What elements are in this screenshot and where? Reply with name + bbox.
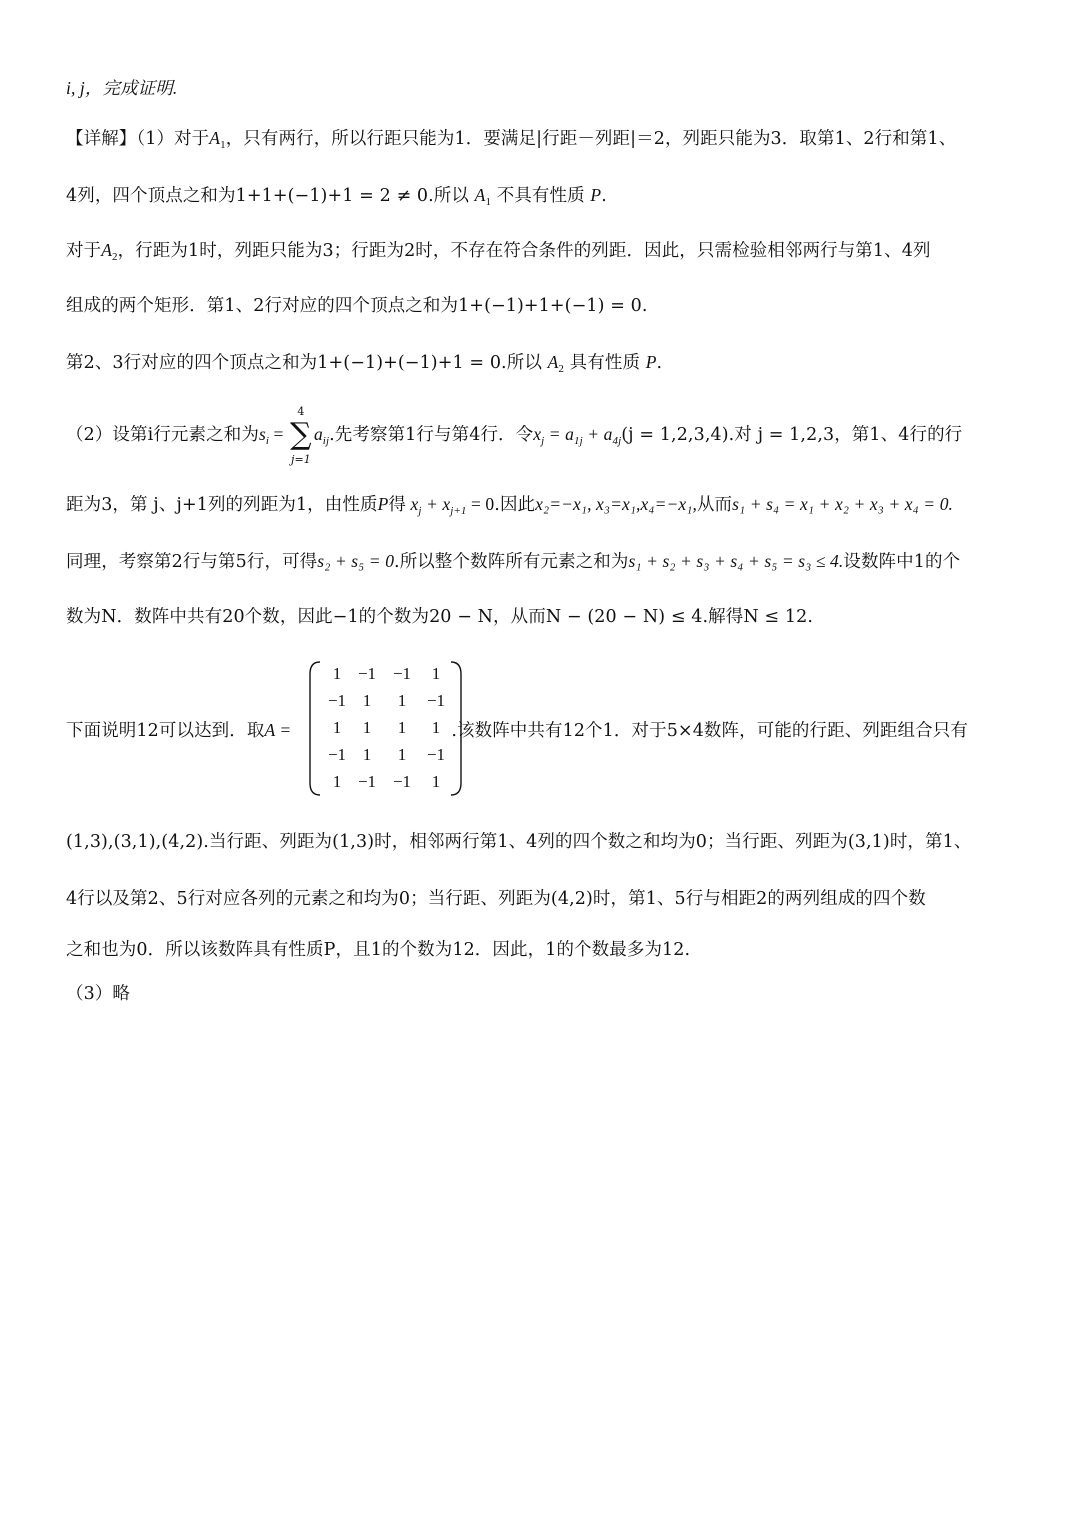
text-fragment: 4行以及第2、5行对应各列的元素之和均为0；当行距、列距为(4,2)时，第1、5行与相距2的两列组成的四个数 [66,889,926,909]
text-fragment: 之和也为0．所以该数阵具有性质P，且1的个数为12．因此，1的个数最多为12. [66,940,691,960]
math-var: a [313,424,323,444]
matrix-cell: 1 [397,745,407,764]
matrix-cell: −1 [327,745,347,764]
text-fragment: 不具有性质 [496,186,585,206]
text-fragment: 组成的两个矩形．第1、2行对应的四个顶点之和为1+(−1)+1+(−1) = 0. [66,296,648,316]
text-fragment: 距为3，第 j、j+1列的列距为1，由性质 [66,495,378,515]
math-expression: s₂ + s₅ = 0 [317,551,395,571]
math-sub: 1 [220,139,226,151]
matrix-cell: 1 [362,718,372,737]
text-line-15 [66,982,1016,1006]
text-fragment: 【详解】（1）对于 [66,129,210,149]
math-sub: 2 [558,363,564,375]
math-sub: ij [322,435,330,447]
text-fragment: ，行距为1时，列距只能为3；行距为2时，不存在符合条件的列距．因此，只需检验相邻两行与第1、4列 [117,241,931,261]
text-fragment: i, j，完成证明. [66,78,178,98]
matrix-cell: −1 [392,772,412,791]
text-fragment: 第2、3行对应的四个顶点之和为1+(−1)+(−1)+1 = 0.所以 [66,353,542,373]
matrix-cell: 1 [362,691,372,710]
matrix-cell: 1 [362,745,372,764]
matrix-cell: −1 [426,745,446,764]
matrix-cell: −1 [357,664,377,683]
math-var: A [101,240,112,260]
matrix-cell: 1 [431,664,441,683]
math-var: A = [264,720,292,740]
text-line-12 [66,830,1016,854]
text-line-14 [66,938,1016,962]
matrix-cell: 1 [332,664,342,683]
matrix-cell: 1 [431,772,441,791]
matrix-cell: 1 [332,772,342,791]
math-expression: s₁ + s₄ = x₁ + x₂ + x₃ + x₄ = 0. [732,494,954,514]
sum-lower: j=1 [290,453,311,466]
matrix-cell: −1 [357,772,377,791]
matrix-cell: 1 [431,718,441,737]
math-var: A [547,352,559,372]
text-line-13 [66,887,1016,911]
text-line-7: （2）设第i行元素之和为$s_i$ = 4 ∑ j=1 $a_{ij}$.先考察第1行与第4行．令$x_j = a_{1j} + a_{4j}(j = 1,2,3,4)$.对 j = 1,2,3，第1、4行的行 [66,405,963,466]
text-fragment: 4列，四个顶点之和为1+1+(−1)+1 = 2 ≠ 0.所以 [66,186,469,206]
math-expression: x₂=−x₁, x₃=x₁,x₄=−x₁, [535,494,697,514]
text-fragment: （2）设第i行元素之和为 [66,425,259,445]
text-fragment: .因此 [494,495,536,515]
sum-upper: 4 [297,405,305,418]
text-fragment: ，只有两行，所以行距只能为1．要满足|行距－列距|＝2，列距只能为3．取第1、2行和第1、 [225,129,957,149]
math-var: A [474,185,486,205]
text-line-1 [66,76,1016,101]
text-line-11 [66,718,1016,743]
text-fragment: .先考察第1行与第4行．令 [329,425,534,445]
math-var: A [209,128,221,148]
matrix-cell: −1 [426,691,446,710]
matrix-cell: −1 [327,691,347,710]
text-line-5 [66,294,1016,318]
matrix-cell: −1 [392,664,412,683]
text-fragment: 同理，考察第2行与第5行，可得 [66,552,318,572]
text-fragment: (j = 1,2,3,4).对 j = 1,2,3，第1、4行的行 [621,425,963,445]
text-fragment: 数为N．数阵中共有20个数，因此−1的个数为20 − N，从而N − (20 − N) ≤ 4.解得N ≤ 12. [66,607,813,627]
text-fragment: .所以整个数阵所有元素之和为 [394,552,629,572]
matrix-cell: 1 [397,718,407,737]
math-expression: s₁ + s₂ + s₃ + s₄ + s₅ = s₃ ≤ 4. [628,551,844,571]
matrix-cell: 1 [332,718,342,737]
text-line-9 [66,549,1016,574]
text-fragment: 下面说明12可以达到．取 [66,721,265,741]
matrix-cell: 1 [397,691,407,710]
text-line-8: 距为3，第 j、j+1列的列距为1，由性质P得 $x_j + x_{j+1} = 0$.因此x₂=−x₁, x₃=x₁,x₄=−x₁,从而s₁ + s₄ = x₁ + x₂ + x₃ + x₄ = 0. [66,494,954,517]
text-fragment: 得 [388,495,406,515]
summation-symbol: 4 ∑ j=1 [288,420,314,451]
text-line-6: 第2、3行对应的四个顶点之和为1+(−1)+(−1)+1 = 0.所以 $A_2$ 具有性质 P. [66,352,663,375]
math-var: P [590,185,602,205]
math-var: x [533,424,542,444]
text-fragment: (1,3),(3,1),(4,2).当行距、列距为(1,3)时，相邻两行第1、4列的四个数之和均为0；当行距、列距为(3,1)时，第1、 [66,832,972,852]
text-line-4 [66,238,1016,269]
text-line-10 [66,605,1016,629]
math-sub: 2 [112,251,118,263]
matrix-A [308,660,463,797]
text-line-3: 4列，四个顶点之和为1+1+(−1)+1 = 2 ≠ 0.所以 $A_1$ 不具有性质 P. [66,185,607,208]
math-sub: i [265,435,270,447]
text-fragment: 具有性质 [569,353,641,373]
text-fragment: .该数阵中共有12个1．对于5×4数阵，可能的行距、列距组合只有 [451,721,968,741]
math-var: P [645,352,657,372]
text-fragment: 对于 [66,241,102,261]
math-var: P [377,494,389,514]
math-var: s [258,424,266,444]
text-fragment: （3）略 [66,984,131,1004]
text-fragment: 设数阵中1的个 [843,552,961,572]
text-line-2 [66,126,1016,157]
text-fragment: 从而 [696,495,733,515]
math-sub: 1 [485,196,492,208]
